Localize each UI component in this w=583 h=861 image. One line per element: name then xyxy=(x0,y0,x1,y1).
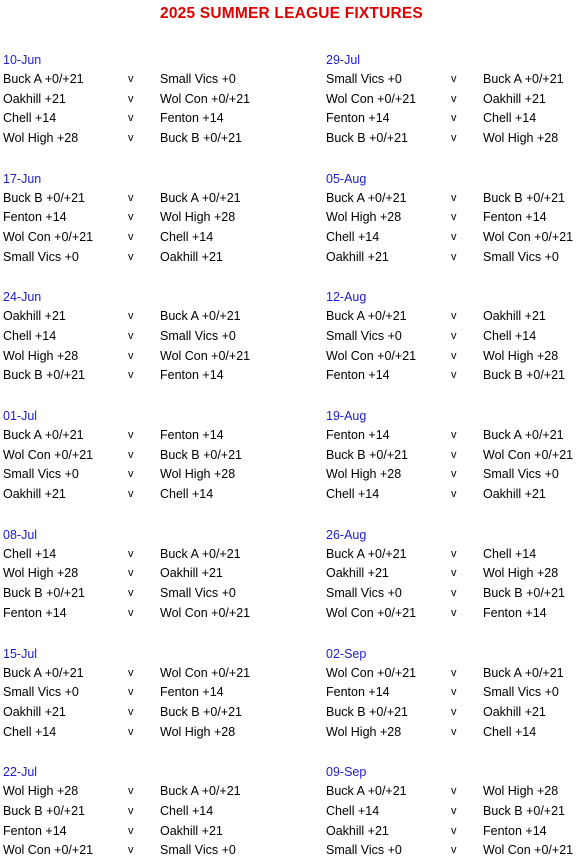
fixture-row xyxy=(326,426,583,446)
away-team: Small Vics +0 xyxy=(483,685,559,700)
versus-label: v xyxy=(128,824,134,837)
fixture-row xyxy=(3,347,293,367)
away-team: Buck A +0/+21 xyxy=(160,546,241,561)
fixture-row xyxy=(3,703,293,723)
away-team: Buck B +0/+21 xyxy=(483,803,566,818)
home-team: Buck B +0/+21 xyxy=(3,190,86,205)
versus-label: v xyxy=(451,547,457,560)
away-team: Wol Con +0/+21 xyxy=(160,348,251,363)
fixture-row xyxy=(3,604,293,624)
versus-label: v xyxy=(128,468,134,481)
week-date: 05-Aug xyxy=(326,171,367,186)
fixture-row xyxy=(3,90,293,110)
week-block xyxy=(3,50,293,149)
away-team: Buck A +0/+21 xyxy=(483,72,564,86)
fixture-row xyxy=(3,109,293,129)
home-team: Wol High +28 xyxy=(326,467,402,482)
fixture-row xyxy=(326,366,583,386)
versus-label: v xyxy=(128,686,134,699)
away-team: Small Vics +0 xyxy=(160,329,236,344)
versus-label: v xyxy=(451,211,457,224)
home-team: Wol Con +0/+21 xyxy=(326,665,417,680)
home-team: Chell +14 xyxy=(3,724,57,739)
away-team: Fenton +14 xyxy=(483,605,547,620)
week-date: 29-Jul xyxy=(326,53,361,67)
versus-label: v xyxy=(128,606,134,619)
fixture-row xyxy=(326,189,583,209)
versus-label: v xyxy=(128,844,134,857)
home-team: Buck B +0/+21 xyxy=(326,704,409,719)
fixture-row xyxy=(3,228,293,248)
fixture-row xyxy=(3,307,293,327)
home-team: Small Vics +0 xyxy=(326,586,402,601)
home-team: Buck B +0/+21 xyxy=(326,447,409,462)
fixture-row xyxy=(326,841,583,861)
away-team: Small Vics +0 xyxy=(483,249,559,264)
versus-label: v xyxy=(451,429,457,442)
home-team: Wol High +28 xyxy=(3,348,79,363)
week-block xyxy=(3,169,293,268)
versus-label: v xyxy=(128,132,134,145)
home-team: Buck A +0/+21 xyxy=(3,665,84,680)
away-team: Chell +14 xyxy=(483,724,537,739)
week-date: 12-Aug xyxy=(326,290,367,305)
versus-label: v xyxy=(451,231,457,244)
away-team: Oakhill +21 xyxy=(483,704,546,719)
away-team: Small Vics +0 xyxy=(160,843,236,858)
fixture-row xyxy=(3,822,293,842)
away-team: Buck A +0/+21 xyxy=(160,190,241,205)
versus-label: v xyxy=(451,330,457,343)
fixture-row xyxy=(326,485,583,505)
page-title: 2025 SUMMER LEAGUE FIXTURES xyxy=(160,5,423,22)
home-team: Wol Con +0/+21 xyxy=(326,605,417,620)
away-team: Oakhill +21 xyxy=(483,487,546,502)
week-date: 10-Jun xyxy=(3,53,42,67)
away-team: Buck B +0/+21 xyxy=(483,368,566,383)
fixture-row xyxy=(3,683,293,703)
away-team: Wol High +28 xyxy=(483,131,559,146)
home-team: Chell +14 xyxy=(326,803,380,818)
versus-label: v xyxy=(451,310,457,323)
home-team: Oakhill +21 xyxy=(326,823,389,838)
home-team: Wol Con +0/+21 xyxy=(3,843,94,858)
away-team: Chell +14 xyxy=(483,111,537,126)
home-team: Oakhill +21 xyxy=(3,487,66,502)
fixture-row xyxy=(326,723,583,743)
versus-label: v xyxy=(128,547,134,560)
versus-label: v xyxy=(128,369,134,382)
fixture-row xyxy=(326,446,583,466)
home-team: Chell +14 xyxy=(3,546,57,561)
fixture-row xyxy=(3,248,293,268)
home-team: Fenton +14 xyxy=(3,210,67,225)
fixture-row xyxy=(3,327,293,347)
away-team: Chell +14 xyxy=(160,230,214,245)
home-team: Buck B +0/+21 xyxy=(3,586,86,601)
home-team: Fenton +14 xyxy=(326,685,390,700)
away-team: Buck A +0/+21 xyxy=(160,784,241,799)
away-team: Buck B +0/+21 xyxy=(160,131,243,146)
home-team: Wol High +28 xyxy=(326,210,402,225)
fixture-row xyxy=(326,545,583,565)
away-team: Fenton +14 xyxy=(160,368,224,383)
week-date: 19-Aug xyxy=(326,409,367,424)
versus-label: v xyxy=(128,587,134,600)
versus-label: v xyxy=(128,330,134,343)
home-team: Chell +14 xyxy=(3,111,57,126)
fixture-row xyxy=(3,129,293,149)
away-team: Wol Con +0/+21 xyxy=(483,843,574,858)
versus-label: v xyxy=(128,112,134,125)
fixture-row xyxy=(326,584,583,604)
home-team: Buck A +0/+21 xyxy=(326,784,407,799)
fixture-row xyxy=(3,465,293,485)
home-team: Oakhill +21 xyxy=(3,309,66,324)
fixture-row xyxy=(3,485,293,505)
away-team: Oakhill +21 xyxy=(483,91,546,106)
week-block xyxy=(326,169,583,268)
away-team: Fenton +14 xyxy=(483,210,547,225)
away-team: Wol Con +0/+21 xyxy=(160,91,251,106)
versus-label: v xyxy=(128,73,134,85)
versus-label: v xyxy=(128,488,134,501)
fixture-row xyxy=(326,564,583,584)
away-team: Buck B +0/+21 xyxy=(160,447,243,462)
versus-label: v xyxy=(451,132,457,145)
versus-label: v xyxy=(128,191,134,204)
away-team: Wol High +28 xyxy=(483,566,559,581)
fixture-row xyxy=(3,366,293,386)
week-date: 24-Jun xyxy=(3,290,42,305)
fixture-row xyxy=(3,841,293,861)
versus-label: v xyxy=(128,666,134,679)
home-team: Small Vics +0 xyxy=(326,72,402,86)
away-team: Buck B +0/+21 xyxy=(483,190,566,205)
week-block xyxy=(326,406,583,505)
fixture-row xyxy=(326,703,583,723)
versus-label: v xyxy=(451,112,457,125)
fixture-row xyxy=(3,782,293,802)
versus-label: v xyxy=(451,785,457,798)
versus-label: v xyxy=(128,429,134,442)
home-team: Small Vics +0 xyxy=(326,329,402,344)
week-block xyxy=(326,762,583,861)
home-team: Buck A +0/+21 xyxy=(326,546,407,561)
versus-label: v xyxy=(451,488,457,501)
home-team: Wol Con +0/+21 xyxy=(326,348,417,363)
week-block xyxy=(3,762,293,861)
fixture-row xyxy=(3,723,293,743)
away-team: Small Vics +0 xyxy=(483,467,559,482)
home-team: Wol High +28 xyxy=(3,566,79,581)
home-team: Wol Con +0/+21 xyxy=(3,447,94,462)
away-team: Chell +14 xyxy=(160,803,214,818)
fixture-row xyxy=(3,70,293,90)
versus-label: v xyxy=(451,250,457,263)
home-team: Wol Con +0/+21 xyxy=(3,230,94,245)
away-team: Oakhill +21 xyxy=(160,249,223,264)
week-date: 22-Jul xyxy=(3,765,38,780)
home-team: Buck B +0/+21 xyxy=(326,131,409,146)
fixture-row xyxy=(326,307,583,327)
versus-label: v xyxy=(128,250,134,263)
versus-label: v xyxy=(451,448,457,461)
fixture-row xyxy=(326,70,583,90)
week-date: 01-Jul xyxy=(3,409,38,424)
home-team: Fenton +14 xyxy=(326,428,390,443)
away-team: Wol High +28 xyxy=(160,467,236,482)
away-team: Wol Con +0/+21 xyxy=(483,447,574,462)
versus-label: v xyxy=(451,369,457,382)
away-team: Wol Con +0/+21 xyxy=(160,665,251,680)
away-team: Fenton +14 xyxy=(160,685,224,700)
fixture-row xyxy=(326,90,583,110)
fixture-row xyxy=(326,129,583,149)
versus-label: v xyxy=(451,606,457,619)
versus-label: v xyxy=(451,804,457,817)
fixture-row xyxy=(326,683,583,703)
versus-label: v xyxy=(128,804,134,817)
week-date: 02-Sep xyxy=(326,646,367,661)
home-team: Buck A +0/+21 xyxy=(3,72,84,86)
week-block xyxy=(326,525,583,624)
home-team: Oakhill +21 xyxy=(3,91,66,106)
home-team: Buck B +0/+21 xyxy=(3,803,86,818)
fixture-row xyxy=(326,327,583,347)
home-team: Oakhill +21 xyxy=(3,704,66,719)
versus-label: v xyxy=(451,705,457,718)
home-team: Small Vics +0 xyxy=(326,843,402,858)
home-team: Fenton +14 xyxy=(326,368,390,383)
fixture-row xyxy=(3,564,293,584)
away-team: Fenton +14 xyxy=(160,428,224,443)
away-team: Buck A +0/+21 xyxy=(483,428,564,443)
away-team: Chell +14 xyxy=(483,546,537,561)
fixture-row xyxy=(3,664,293,684)
week-date: 26-Aug xyxy=(326,527,367,542)
versus-label: v xyxy=(451,191,457,204)
home-team: Fenton +14 xyxy=(3,823,67,838)
versus-label: v xyxy=(451,666,457,679)
versus-label: v xyxy=(128,725,134,738)
week-block xyxy=(3,287,293,386)
home-team: Chell +14 xyxy=(326,487,380,502)
home-team: Oakhill +21 xyxy=(326,566,389,581)
away-team: Wol High +28 xyxy=(160,210,236,225)
fixture-row xyxy=(3,189,293,209)
week-block xyxy=(3,644,293,743)
home-team: Small Vics +0 xyxy=(3,467,79,482)
fixture-row xyxy=(326,822,583,842)
versus-label: v xyxy=(128,567,134,580)
home-team: Chell +14 xyxy=(3,329,57,344)
versus-label: v xyxy=(128,310,134,323)
fixture-row xyxy=(3,584,293,604)
fixture-row xyxy=(326,347,583,367)
fixture-row xyxy=(326,604,583,624)
fixture-row xyxy=(3,426,293,446)
fixture-row xyxy=(326,109,583,129)
home-team: Wol High +28 xyxy=(3,784,79,799)
home-team: Small Vics +0 xyxy=(3,685,79,700)
away-team: Small Vics +0 xyxy=(160,586,236,601)
week-block xyxy=(326,50,583,149)
home-team: Fenton +14 xyxy=(3,605,67,620)
fixture-row xyxy=(3,545,293,565)
home-team: Buck A +0/+21 xyxy=(326,190,407,205)
week-date: 09-Sep xyxy=(326,765,367,780)
fixture-row xyxy=(326,802,583,822)
away-team: Wol Con +0/+21 xyxy=(160,605,251,620)
away-team: Wol High +28 xyxy=(160,724,236,739)
home-team: Small Vics +0 xyxy=(3,249,79,264)
away-team: Wol Con +0/+21 xyxy=(483,230,574,245)
fixture-row xyxy=(326,228,583,248)
away-team: Buck B +0/+21 xyxy=(483,586,566,601)
versus-label: v xyxy=(128,705,134,718)
home-team: Buck A +0/+21 xyxy=(326,309,407,324)
versus-label: v xyxy=(128,785,134,798)
versus-label: v xyxy=(451,686,457,699)
away-team: Buck B +0/+21 xyxy=(160,704,243,719)
versus-label: v xyxy=(128,92,134,105)
fixture-row xyxy=(326,465,583,485)
home-team: Wol High +28 xyxy=(3,131,79,146)
home-team: Chell +14 xyxy=(326,230,380,245)
away-team: Chell +14 xyxy=(483,329,537,344)
home-team: Wol High +28 xyxy=(326,724,402,739)
fixture-row xyxy=(3,802,293,822)
away-team: Buck A +0/+21 xyxy=(160,309,241,324)
fixture-row xyxy=(326,248,583,268)
versus-label: v xyxy=(451,725,457,738)
fixture-row xyxy=(3,446,293,466)
versus-label: v xyxy=(451,92,457,105)
versus-label: v xyxy=(451,567,457,580)
week-date: 08-Jul xyxy=(3,527,38,542)
week-block xyxy=(326,644,583,743)
home-team: Oakhill +21 xyxy=(326,249,389,264)
away-team: Buck A +0/+21 xyxy=(483,665,564,680)
away-team: Wol High +28 xyxy=(483,784,559,799)
fixture-row xyxy=(326,208,583,228)
away-team: Chell +14 xyxy=(160,487,214,502)
away-team: Oakhill +21 xyxy=(160,823,223,838)
home-team: Buck B +0/+21 xyxy=(3,368,86,383)
versus-label: v xyxy=(451,587,457,600)
away-team: Oakhill +21 xyxy=(160,566,223,581)
week-date: 15-Jul xyxy=(3,646,38,661)
week-block xyxy=(3,406,293,505)
away-team: Small Vics +0 xyxy=(160,72,236,86)
fixture-row xyxy=(326,782,583,802)
home-team: Buck A +0/+21 xyxy=(3,428,84,443)
versus-label: v xyxy=(128,231,134,244)
versus-label: v xyxy=(128,211,134,224)
away-team: Oakhill +21 xyxy=(483,309,546,324)
versus-label: v xyxy=(451,349,457,362)
fixture-row xyxy=(326,664,583,684)
versus-label: v xyxy=(451,73,457,85)
versus-label: v xyxy=(451,824,457,837)
fixture-row xyxy=(3,208,293,228)
away-team: Wol High +28 xyxy=(483,348,559,363)
versus-label: v xyxy=(451,468,457,481)
versus-label: v xyxy=(451,844,457,857)
week-block xyxy=(326,287,583,386)
versus-label: v xyxy=(128,349,134,362)
away-team: Fenton +14 xyxy=(160,111,224,126)
versus-label: v xyxy=(128,448,134,461)
home-team: Fenton +14 xyxy=(326,111,390,126)
week-block xyxy=(3,525,293,624)
week-date: 17-Jun xyxy=(3,171,42,186)
away-team: Fenton +14 xyxy=(483,823,547,838)
home-team: Wol Con +0/+21 xyxy=(326,91,417,106)
